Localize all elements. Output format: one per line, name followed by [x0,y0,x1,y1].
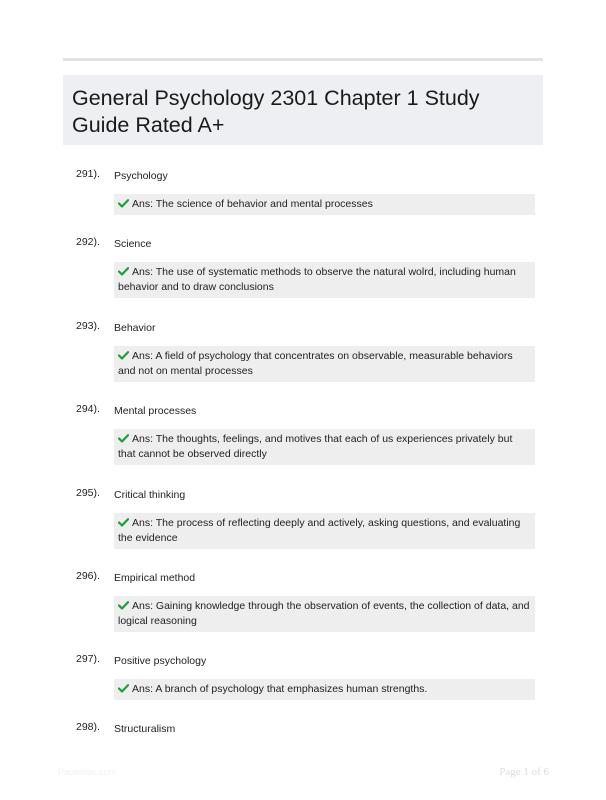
item-term: Positive psychology [114,655,207,667]
answer-box [114,513,535,549]
page-number: Page 1 of 6 [499,766,549,778]
item-number: 297). [76,653,100,665]
check-icon [118,518,129,527]
title-banner [63,75,543,145]
answer-box [114,679,535,700]
item-number: 292). [76,236,100,248]
top-divider [63,58,543,61]
answer-text: Ans: A branch of psychology that emphasizes human strengths. [132,683,428,695]
answer-box [114,596,535,632]
item-number: 298). [76,721,100,733]
item-term: Structuralism [114,723,176,735]
check-icon [118,199,129,208]
answer-box [114,429,535,465]
check-icon [118,601,129,610]
footer-site: Paperbbc.com [58,767,117,777]
page-title: General Psychology 2301 Chapter 1 Study Guide Rated A+ [72,86,480,137]
check-icon [118,684,129,693]
item-term: Critical thinking [114,489,186,501]
item-term: Science [114,238,152,250]
check-icon [118,267,129,276]
item-term: Behavior [114,322,156,334]
item-number: 295). [76,487,100,499]
answer-box [114,194,535,215]
check-icon [118,434,129,443]
item-term: Psychology [114,170,168,182]
item-number: 296). [76,570,100,582]
item-term: Empirical method [114,572,196,584]
item-number: 291). [76,168,100,180]
answer-text: Ans: Gaining knowledge through the observation of events, the collection of data, and logical reasoning [118,600,530,627]
item-term: Mental processes [114,405,197,417]
answer-text: Ans: The science of behavior and mental processes [132,198,373,210]
answer-text: Ans: The thoughts, feelings, and motives that each of us experiences privately but that cannot be observed directly [118,433,513,460]
item-number: 293). [76,320,100,332]
answer-text: Ans: A field of psychology that concentrates on observable, measurable behaviors and not on mental processes [118,350,513,377]
answer-box [114,346,535,382]
answer-box [114,262,535,298]
answer-text: Ans: The process of reflecting deeply and actively, asking questions, and evaluating the evidence [118,517,521,544]
check-icon [118,351,129,360]
item-number: 294). [76,403,100,415]
answer-text: Ans: The use of systematic methods to observe the natural wolrd, including human behavior and to draw conclusions [118,266,516,293]
